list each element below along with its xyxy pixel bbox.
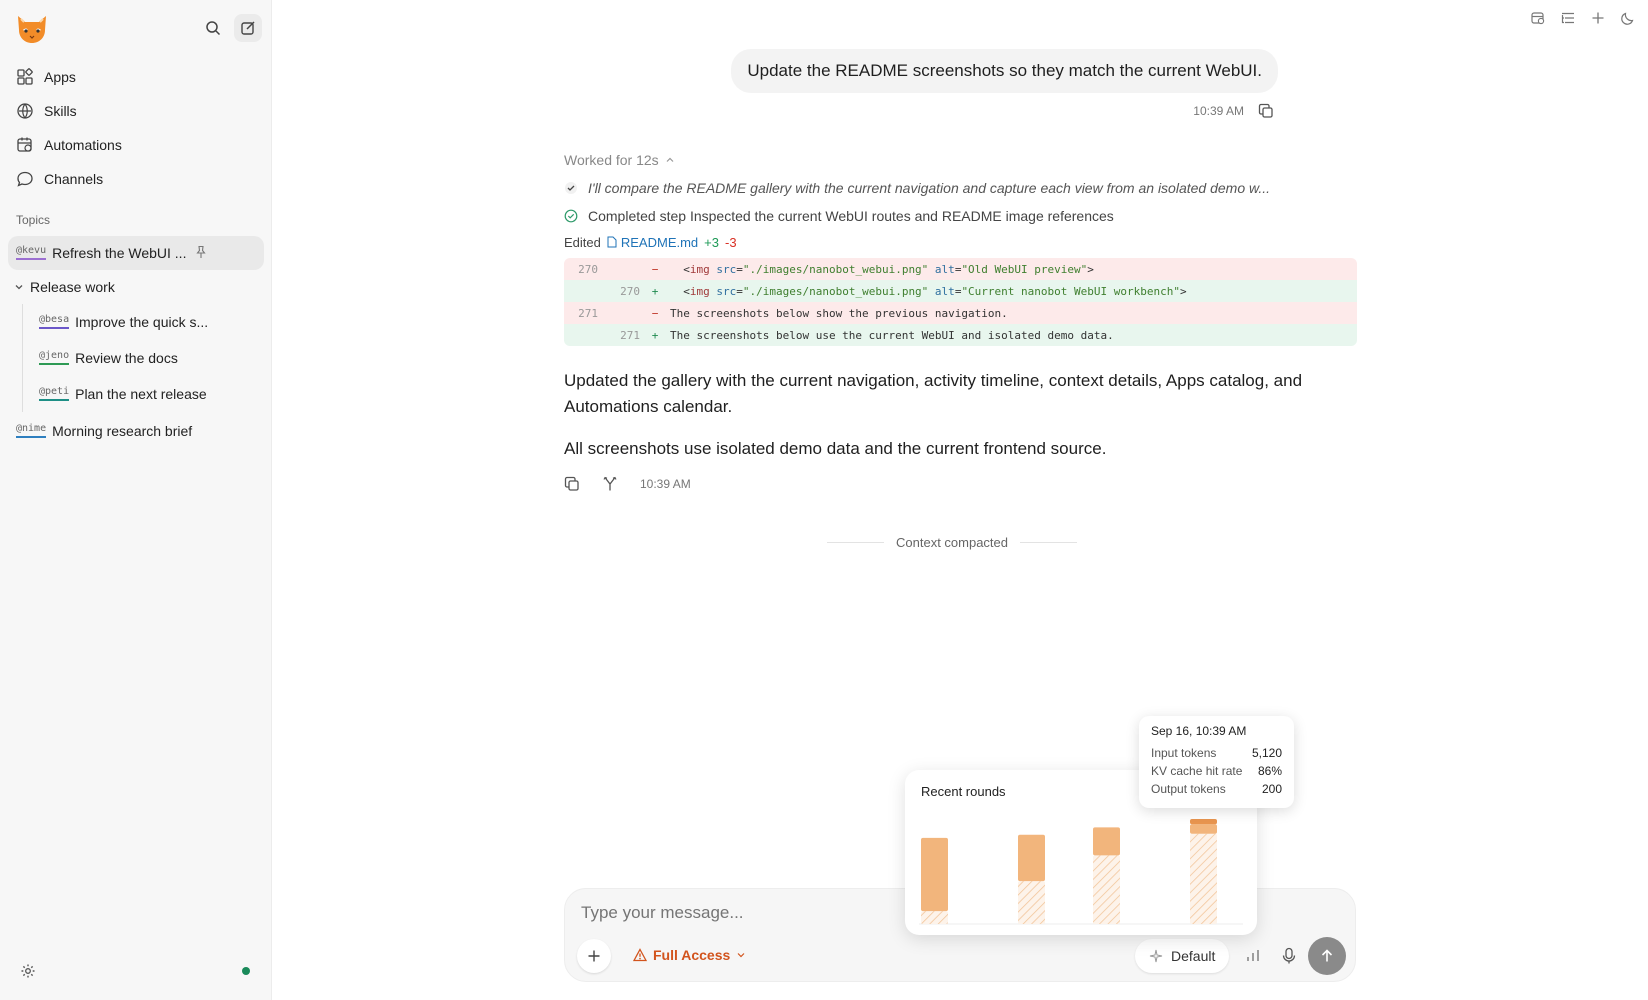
send-button[interactable] (1308, 937, 1346, 975)
topic-active[interactable] (8, 236, 264, 270)
tooltip-label: Output tokens (1151, 782, 1226, 796)
context-compacted-label: Context compacted (896, 535, 1009, 550)
worked-toggle[interactable] (564, 150, 1357, 170)
message-input[interactable] (581, 903, 881, 923)
nav-automations[interactable] (8, 128, 264, 162)
nav-apps-label: Apps (44, 69, 76, 85)
divider-line (1020, 542, 1077, 543)
microphone-icon[interactable] (1281, 947, 1297, 965)
edited-file-name: README.md (620, 234, 699, 250)
deletions-count: -3 (725, 234, 737, 250)
search-icon (205, 20, 221, 36)
diff-sign: + (651, 328, 659, 342)
topics-list (8, 236, 264, 448)
bar-output-segment[interactable] (1190, 819, 1217, 824)
chevron-down-icon (736, 950, 746, 960)
bar-input-segment[interactable] (921, 838, 948, 911)
completed-check-icon (564, 209, 578, 223)
topic-group-release-work[interactable] (8, 270, 264, 304)
topic-item[interactable] (35, 304, 264, 340)
tooltip-row (1151, 780, 1282, 798)
tooltip-value: 200 (1261, 782, 1282, 796)
topic-handle: @peti (39, 387, 69, 401)
additions-count: +3 (704, 234, 719, 250)
diff-code: The screenshots below show the previous navigation. (670, 306, 1008, 320)
bar-input-segment[interactable] (1190, 824, 1217, 833)
round-tooltip (1139, 716, 1294, 808)
file-icon (607, 236, 617, 248)
diff-view (564, 258, 1357, 346)
new-chat-button[interactable] (234, 14, 262, 42)
assistant-message (564, 150, 1357, 492)
answer-time: 10:39 AM (640, 477, 691, 491)
user-message-meta (1193, 103, 1274, 119)
bar-cached-segment[interactable] (1093, 855, 1120, 924)
topic-handle: @nime (16, 424, 46, 438)
check-circle-icon (564, 181, 578, 195)
recent-rounds-title: Recent rounds (921, 784, 1006, 799)
sparkle-icon (1149, 949, 1163, 963)
bar-chart-icon[interactable] (1245, 948, 1261, 964)
topic-item[interactable] (35, 340, 264, 376)
context-compacted-divider (827, 535, 1077, 550)
model-selector-button[interactable] (1135, 939, 1229, 973)
sidebar (0, 0, 272, 1000)
topics-section-label: Topics (16, 213, 51, 227)
nav-apps[interactable] (8, 60, 264, 94)
tooltip-label: KV cache hit rate (1151, 764, 1243, 778)
warning-icon (633, 948, 647, 962)
nav-skills[interactable] (8, 94, 264, 128)
diff-row (564, 280, 1357, 302)
answer-paragraph: Updated the gallery with the current navigation, activity timeline, context details, Apps catalog, and Automations calendar. (564, 371, 1303, 416)
connection-status-dot (242, 967, 250, 975)
activity-step (564, 174, 1357, 202)
diff-new-line: 270 (620, 284, 640, 298)
app-logo-icon[interactable] (14, 10, 50, 46)
skills-icon (16, 102, 34, 120)
pin-icon[interactable] (194, 245, 208, 259)
diff-row (564, 324, 1357, 346)
topic-handle: @jeno (39, 351, 69, 365)
plus-icon (587, 949, 601, 963)
topic-item[interactable] (8, 414, 264, 448)
tooltip-row (1151, 744, 1282, 762)
diff-code: <img src="./images/nanobot_webui.png" alt="Current nanobot WebUI workbench"> (670, 284, 1187, 298)
answer-meta (564, 476, 1357, 492)
tooltip-label: Input tokens (1151, 746, 1217, 760)
tooltip-value: 86% (1257, 764, 1282, 778)
answer-paragraph: All screenshots use isolated demo data and the current frontend source. (564, 439, 1107, 458)
settings-gear-icon[interactable] (20, 963, 36, 979)
automations-icon (16, 136, 34, 154)
bar-input-segment[interactable] (1018, 835, 1045, 881)
topic-handle: @besa (39, 315, 69, 329)
topic-handle: @kevu (16, 246, 46, 260)
access-mode-dropdown[interactable] (633, 947, 746, 963)
diff-code: <img src="./images/nanobot_webui.png" alt="Old WebUI preview"> (670, 262, 1094, 276)
assistant-answer (564, 368, 1357, 462)
chevron-up-icon (665, 155, 675, 165)
activity-step (564, 202, 1357, 230)
arrow-up-icon (1319, 948, 1335, 964)
main-nav (8, 60, 264, 196)
diff-sign: − (651, 306, 659, 320)
tooltip-value: 5,120 (1251, 746, 1282, 760)
group-label: Release work (30, 279, 115, 295)
worked-label: Worked for 12s (564, 152, 659, 168)
activity-step-text: I'll compare the README gallery with the current navigation and capture each view from an isolated demo w... (588, 180, 1271, 196)
nav-automations-label: Automations (44, 137, 122, 153)
compose-icon (240, 20, 256, 36)
attach-button[interactable] (577, 939, 611, 973)
topic-item[interactable] (35, 376, 264, 412)
tooltip-title: Sep 16, 10:39 AM (1151, 724, 1247, 738)
diff-row (564, 302, 1357, 324)
group-children (22, 304, 264, 412)
activity-step-text: Completed step Inspected the current WebUI routes and README image references (588, 208, 1114, 224)
access-mode-label: Full Access (653, 947, 731, 963)
topic-title: Plan the next release (75, 386, 207, 402)
chevron-down-icon (14, 282, 24, 292)
copy-icon[interactable] (1258, 103, 1274, 119)
nav-channels-label: Channels (44, 171, 104, 187)
edited-file-link[interactable] (607, 235, 698, 250)
topic-title: Review the docs (75, 350, 178, 366)
diff-old-line: 271 (578, 306, 598, 320)
user-message: Update the README screenshots so they match the current WebUI. (731, 49, 1278, 93)
apps-icon (16, 68, 34, 86)
topic-title: Improve the quick s... (75, 314, 209, 330)
user-message-time: 10:39 AM (1193, 104, 1244, 118)
bar-input-segment[interactable] (1093, 827, 1120, 855)
diff-sign: + (651, 284, 659, 298)
topic-title: Morning research brief (52, 423, 193, 439)
tooltip-row (1151, 762, 1282, 780)
diff-sign: − (651, 262, 659, 276)
diff-new-line: 271 (620, 328, 640, 342)
bar-cached-segment[interactable] (1190, 834, 1217, 924)
channels-icon (16, 170, 34, 188)
diff-code: The screenshots below use the current WebUI and isolated demo data. (670, 328, 1114, 342)
branch-icon[interactable] (602, 476, 618, 492)
edited-file-row (564, 230, 1357, 254)
model-label: Default (1171, 948, 1216, 964)
diff-row (564, 258, 1357, 280)
bar-cached-segment[interactable] (921, 911, 948, 924)
copy-icon[interactable] (564, 476, 580, 492)
edited-label: Edited (564, 234, 601, 250)
diff-old-line: 270 (578, 262, 598, 276)
search-button[interactable] (199, 14, 227, 42)
topic-title: Refresh the WebUI ... (52, 245, 187, 261)
nav-channels[interactable] (8, 162, 264, 196)
bar-cached-segment[interactable] (1018, 881, 1045, 924)
divider-line (827, 542, 884, 543)
nav-skills-label: Skills (44, 103, 77, 119)
